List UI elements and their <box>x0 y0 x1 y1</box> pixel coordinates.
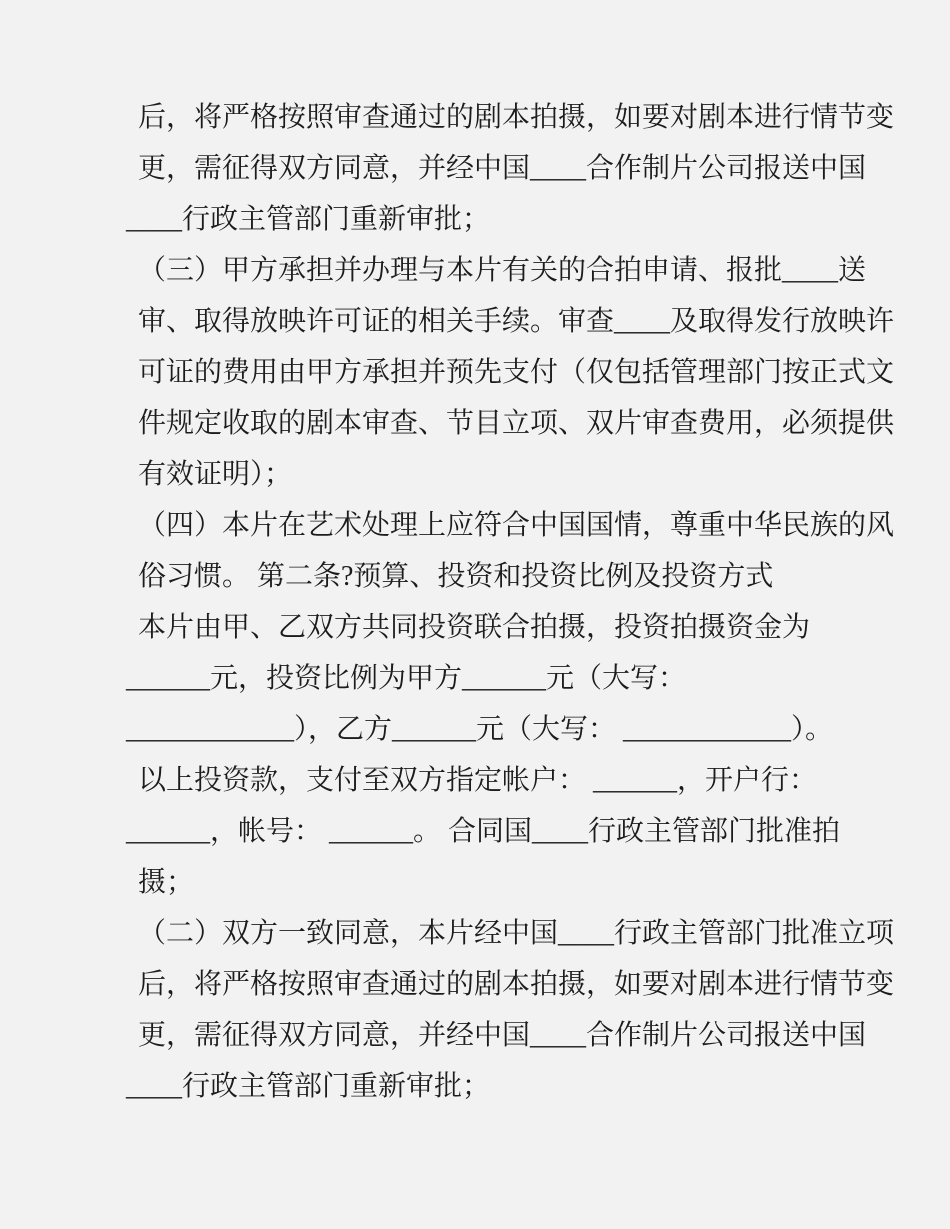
text-line: 件规定收取的剧本审查、节目立项、双片审查费用，必须提供 <box>138 408 895 439</box>
text-line: 后，将严格按照审查通过的剧本拍摄，如要对剧本进行情节变 <box>138 969 895 1000</box>
text-line: ____行政主管部门重新审批； <box>126 204 491 235</box>
text-line: 后，将严格按照审查通过的剧本拍摄，如要对剧本进行情节变 <box>138 102 895 133</box>
text-line: ____行政主管部门重新审批； <box>126 1071 491 1102</box>
text-line: ______元，投资比例为甲方______元（大写： <box>126 663 687 694</box>
text-line: 俗习惯。 第二条?预算、投资和投资比例及投资方式 <box>138 561 774 592</box>
text-line: （二）双方一致同意，本片经中国____行政主管部门批准立项 <box>138 918 895 949</box>
text-line: 以上投资款，支付至双方指定帐户： ______，开户行： <box>138 765 818 796</box>
document-body <box>126 92 895 1112</box>
text-line: ______，帐号： ______。 合同国____行政主管部门批准拍 <box>126 816 841 847</box>
text-line: 有效证明）； <box>138 459 293 490</box>
text-line: 更，需征得双方同意，并经中国____合作制片公司报送中国 <box>138 153 867 184</box>
text-line: 本片由甲、乙双方共同投资联合拍摄，投资拍摄资金为 <box>138 612 811 643</box>
text-line: 审、取得放映许可证的相关手续。审查____及取得发行放映许 <box>138 306 895 337</box>
text-line: ____________），乙方______元（大写： ____________）。 <box>126 714 834 745</box>
text-line: 可证的费用由甲方承担并预先支付（仅包括管理部门按正式文 <box>138 357 895 388</box>
text-line: （四）本片在艺术处理上应符合中国国情，尊重中华民族的风 <box>138 510 895 541</box>
text-line: 更，需征得双方同意，并经中国____合作制片公司报送中国 <box>138 1020 867 1051</box>
text-line: （三）甲方承担并办理与本片有关的合拍申请、报批____送 <box>138 255 867 286</box>
text-line: 摄； <box>138 867 195 898</box>
